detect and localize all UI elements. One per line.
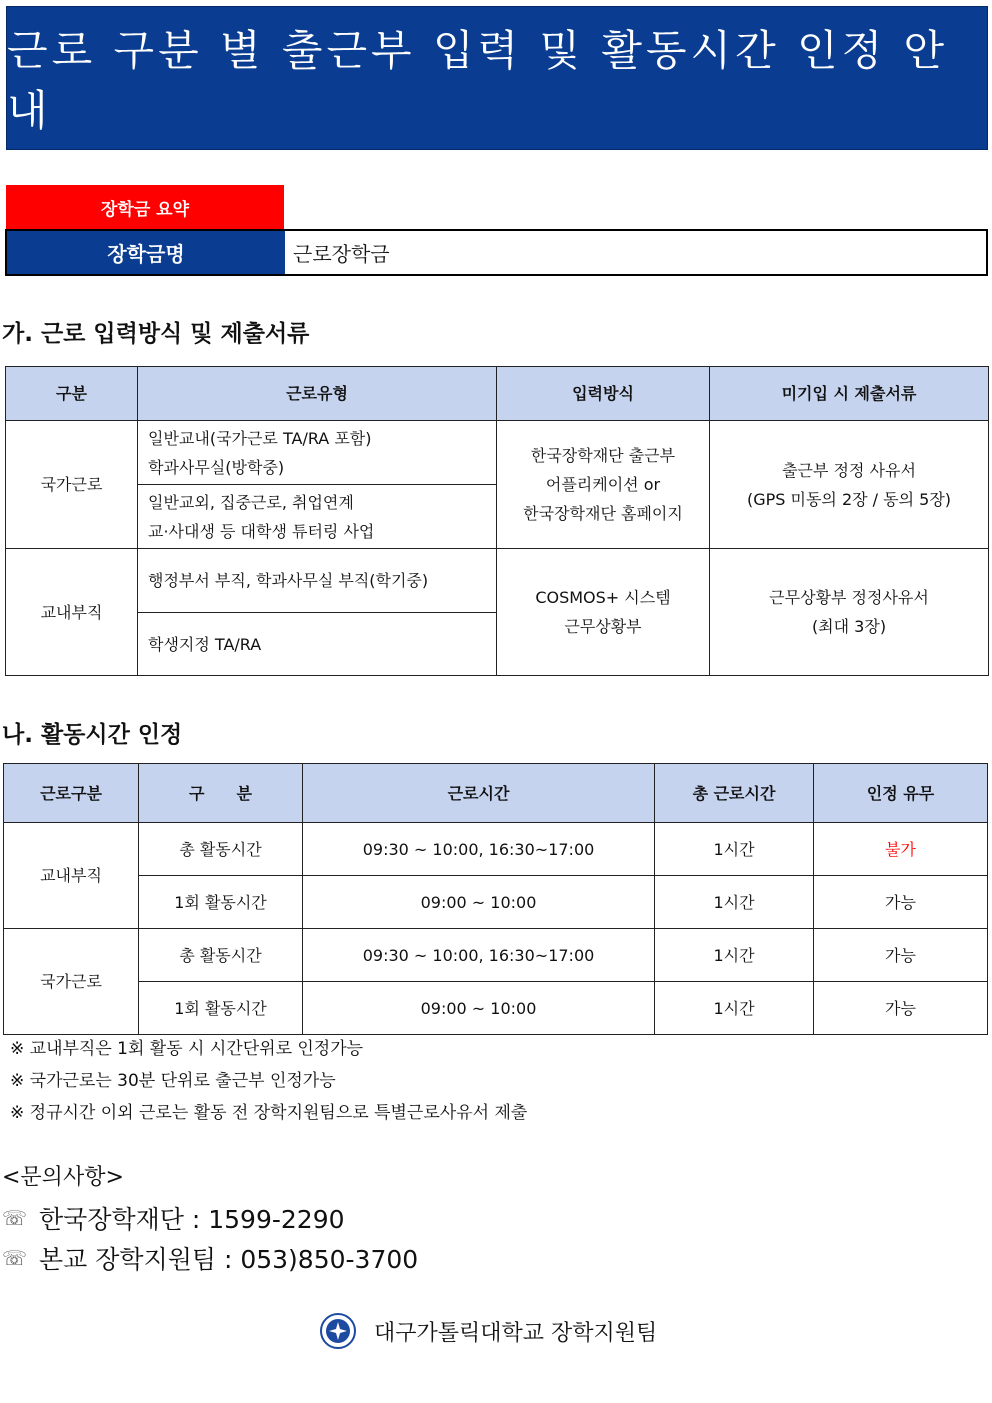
category-national: 국가근로 — [4, 929, 139, 1035]
documents-line: 출근부 정정 사유서 — [782, 460, 916, 480]
contact-office — [2, 1240, 418, 1276]
input-method-line: 한국장학재단 홈페이지 — [523, 504, 683, 523]
total-cell: 1시간 — [655, 876, 814, 929]
table-row — [4, 823, 988, 876]
work-type-line: 학과사무실(방학중) — [148, 457, 285, 477]
status-cell: 가능 — [814, 876, 988, 929]
table-row — [4, 929, 988, 982]
input-method-line: COSMOS+ 시스템 — [535, 588, 671, 607]
input-method-line: 한국장학재단 출근부 — [530, 446, 676, 465]
table-header: 입력방식 — [497, 367, 710, 421]
category-campus: 교내부직 — [6, 549, 138, 676]
status-cell: 가능 — [814, 929, 988, 982]
total-cell: 1시간 — [655, 823, 814, 876]
work-type-cell — [138, 485, 497, 549]
activity-time-table — [3, 763, 988, 1035]
work-type-cell: 행정부서 부직, 학과사무실 부직(학기중) — [138, 549, 497, 613]
documents-line: 근무상황부 정정사유서 — [769, 588, 929, 607]
table-row — [4, 876, 988, 929]
total-cell: 1시간 — [655, 929, 814, 982]
section-a-title: 가. 근로 입력방식 및 제출서류 — [2, 321, 310, 347]
documents-line: (최대 3장) — [811, 617, 887, 636]
kind-cell: 1회 활동시간 — [139, 982, 303, 1035]
university-seal-icon — [320, 1313, 356, 1349]
documents-cell — [710, 421, 989, 549]
contact-kosaf — [2, 1200, 345, 1236]
category-national: 국가근로 — [6, 421, 138, 549]
input-method-line: 어플리케이션 or — [545, 475, 661, 494]
table-row — [4, 982, 988, 1035]
table-header: 근로유형 — [138, 367, 497, 421]
work-type-cell — [138, 421, 497, 485]
work-type-line: 일반교내(국가근로 TA/RA 포함) — [148, 428, 372, 448]
kind-cell: 총 활동시간 — [139, 823, 303, 876]
time-cell: 09:30 ~ 10:00, 16:30~17:00 — [303, 929, 655, 982]
input-method-cell — [497, 549, 710, 676]
documents-line: (GPS 미동의 2장 / 동의 5장) — [746, 489, 952, 509]
time-cell: 09:30 ~ 10:00, 16:30~17:00 — [303, 823, 655, 876]
input-method-line: 근무상황부 — [564, 617, 642, 636]
kind-cell: 총 활동시간 — [139, 929, 303, 982]
page-title: 근로 구분 별 출근부 입력 및 활동시간 인정 안내 — [7, 26, 949, 135]
status-cell: 가능 — [814, 982, 988, 1035]
table-header: 인정 유무 — [814, 764, 988, 823]
notes-list — [10, 1033, 527, 1129]
work-type-line: 교·사대생 등 대학생 튜터링 사업 — [148, 521, 375, 541]
contact-text: 한국장학재단 : 1599-2290 — [39, 1205, 345, 1234]
summary-key: 장학금명 — [7, 231, 285, 274]
total-cell: 1시간 — [655, 982, 814, 1035]
category-campus: 교내부직 — [4, 823, 139, 929]
note-item: ※ 정규시간 이외 근로는 활동 전 장학지원팀으로 특별근로사유서 제출 — [10, 1103, 528, 1123]
note-item: ※ 국가근로는 30분 단위로 출근부 인정가능 — [10, 1071, 336, 1091]
title-banner — [6, 6, 988, 150]
time-cell: 09:00 ~ 10:00 — [303, 982, 655, 1035]
section-b-title: 나. 활동시간 인정 — [2, 722, 183, 748]
work-type-line: 일반교외, 집중근로, 취업연계 — [148, 492, 354, 512]
table-header: 미기입 시 제출서류 — [710, 367, 989, 421]
table-header: 구분 — [6, 367, 138, 421]
documents-cell — [710, 549, 989, 676]
phone-icon: ☏ — [2, 1246, 28, 1270]
summary-value: 근로장학금 — [293, 242, 390, 266]
summary-row — [5, 229, 988, 276]
table-header: 총 근로시간 — [655, 764, 814, 823]
input-method-table — [5, 366, 989, 676]
status-cell: 불가 — [814, 823, 988, 876]
table-header: 근로구분 — [4, 764, 139, 823]
phone-icon: ☏ — [2, 1206, 28, 1230]
footer-org-name: 대구가톨릭대학교 장학지원팀 — [374, 1320, 658, 1346]
footer — [320, 1313, 657, 1349]
input-method-cell — [497, 421, 710, 549]
table-header: 근로시간 — [303, 764, 655, 823]
contact-text: 본교 장학지원팀 : 053)850-3700 — [39, 1245, 419, 1274]
table-header: 구 분 — [139, 764, 303, 823]
work-type-cell: 학생지정 TA/RA — [138, 613, 497, 676]
note-item: ※ 교내부직은 1회 활동 시 시간단위로 인정가능 — [10, 1039, 364, 1059]
kind-cell: 1회 활동시간 — [139, 876, 303, 929]
time-cell: 09:00 ~ 10:00 — [303, 876, 655, 929]
summary-header: 장학금 요약 — [6, 185, 284, 229]
inquiry-title: <문의사항> — [2, 1165, 124, 1190]
